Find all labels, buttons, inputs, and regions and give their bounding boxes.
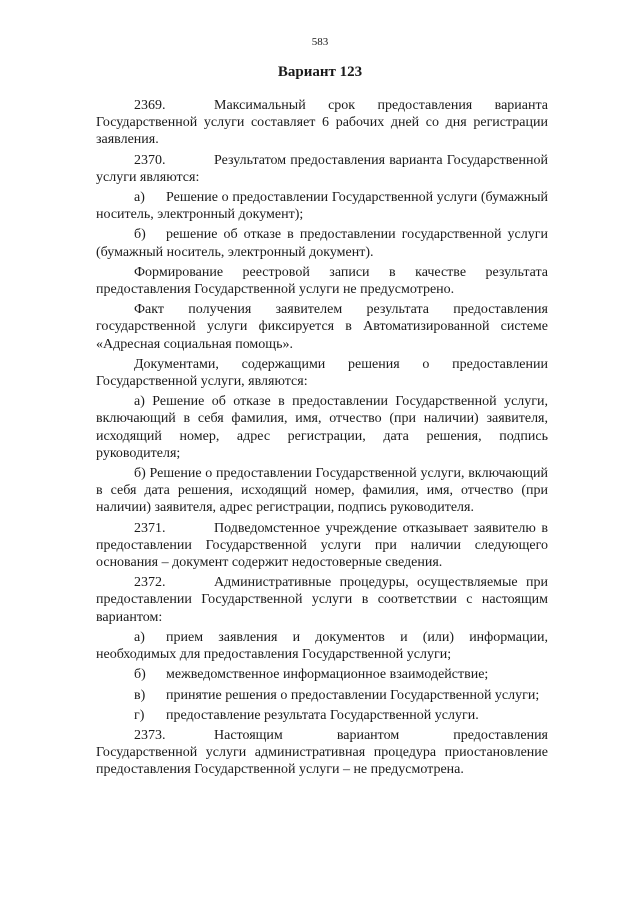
section-title: Вариант 123 [277,64,363,80]
paragraph-text: Настоящим вариантом предоставления Государственной услуги административная процедура приостановление предоставления Государственной услуги – не предусмотрена. [96,727,548,778]
list-item-label: в) [134,687,146,703]
paragraph: Факт получения заявителем результата предоставления государственной услуги фиксируется в Автоматизированной системе «Адресная социальная помощь». [96,302,548,352]
paragraph: Формирование реестровой записи в качестве результата предоставления Государственной услуги не предусмотрено. [96,264,548,298]
page-number: 583 [311,36,329,48]
paragraph-text: Административные процедуры, осуществляемые при предоставлении Государственной услуги в соответствии с настоящим вариантом: [96,575,548,625]
paragraph-text: Результатом предоставления варианта Государственной услуги являются: [96,152,548,185]
paragraph: Документами, содержащими решения о предоставлении Государственной услуги, являются: [96,356,548,390]
list-item-label: г) [134,707,145,723]
list-item [96,666,548,683]
list-item [96,189,548,223]
paragraph-2370 [96,152,548,186]
paragraph-text: Максимальный срок предоставления варианта Государственной услуги составляет 6 рабочих дней со дня регистрации заявления. [96,98,548,148]
list-item-text: прием заявления и документов и (или) информации, необходимых для предоставления Государственной услуги; [96,629,548,663]
list-item-text: предоставление результата Государственной услуги. [166,707,479,723]
list-item [96,226,548,260]
list-item-label: а) [134,190,145,206]
document-body [96,97,548,782]
list-item-text: решение об отказе в предоставлении государственной услуги (бумажный носитель, электронный документ). [96,227,548,260]
paragraph-number: 2371. [134,520,166,536]
list-item [96,629,548,663]
list-item-label: б) [134,227,146,243]
list-item [96,687,548,704]
list-item [96,707,548,724]
paragraph: а) Решение об отказе в предоставлении Государственной услуги, включающий в себя фамилия, имя, отчество (при наличии) заявителя, исходящий номер, адрес регистрации, дата решения, подпись руководителя; [96,394,548,461]
list-item-label: б) [134,667,146,683]
paragraph-text: Подведомстенное учреждение отказывает заявителю в предоставлении Государственной услуги при наличии следующего основания – документ содержит недостоверные сведения. [96,520,548,571]
paragraph: б) Решение о предоставлении Государственной услуги, включающий в себя дата решения, исходящий номер, фамилия, имя, отчество (при наличии) заявителя, адрес регистрации, подпись руководителя. [96,466,548,516]
list-item-text: принятие решения о предоставлении Государственной услуги; [166,687,540,703]
paragraph-2373 [96,727,548,779]
list-item-text: Решение о предоставлении Государственной услуги (бумажный носитель, электронный документ); [96,190,548,223]
paragraph-number: 2373. [134,727,166,743]
list-item-text: межведомственное информационное взаимодействие; [166,667,489,683]
paragraph-number: 2372. [134,575,166,591]
paragraph-2371 [96,520,548,572]
paragraph-number: 2369. [134,98,166,113]
paragraph-2372 [96,574,548,626]
list-item-label: а) [134,629,145,645]
paragraph-2369 [96,97,548,149]
paragraph-number: 2370. [134,152,166,168]
